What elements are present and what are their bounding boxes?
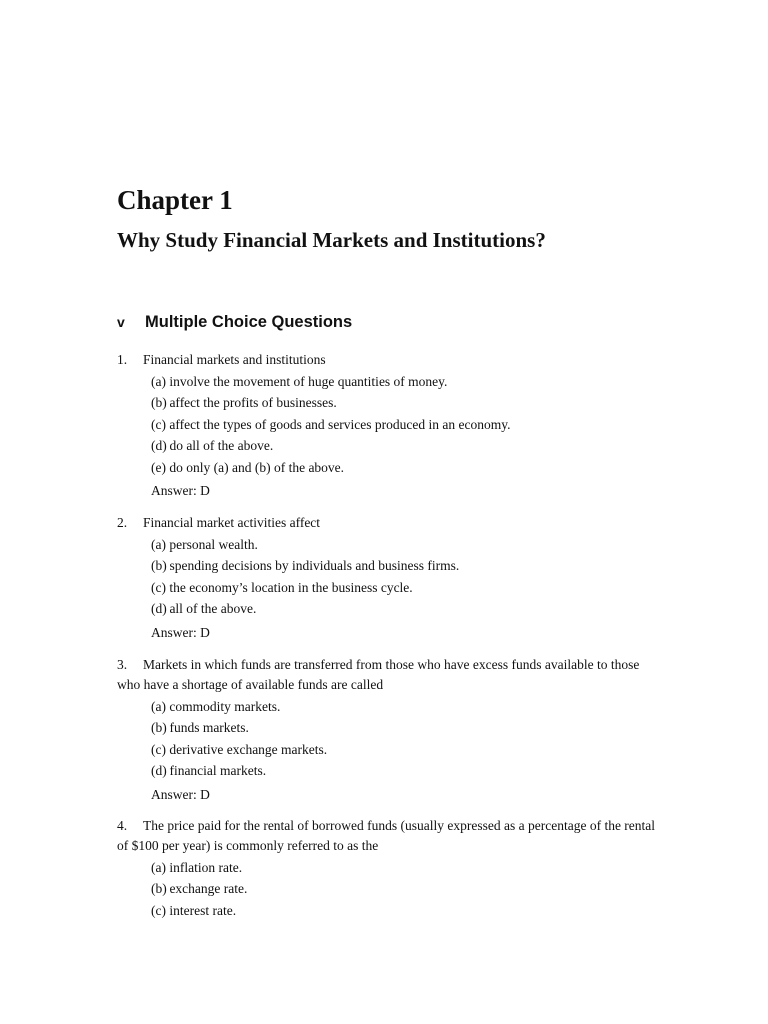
question-4 [117, 816, 657, 921]
option-d: (d) all of the above. [151, 601, 257, 617]
section-heading [117, 311, 352, 333]
section-heading-text: Multiple Choice Questions [145, 313, 353, 331]
option-b: (b) funds markets. [151, 720, 249, 736]
option-d: (d) financial markets. [151, 763, 267, 779]
question-text: The price paid for the rental of borrowed funds (usually expressed as a percentage of the rental of $100 per year) is commonly referred to as the [117, 818, 656, 853]
question-text: Financial market activities affect [143, 515, 321, 530]
question-3 [117, 655, 657, 805]
option-b: (b) exchange rate. [151, 881, 248, 897]
option-a: (a) involve the movement of huge quantities of money. [151, 374, 448, 389]
question-text: Markets in which funds are transferred from those who have excess funds available to those who have a shortage of available funds are called [117, 657, 640, 692]
option-list [117, 857, 657, 921]
question-stem [117, 350, 657, 370]
option-c: (c) the economy’s location in the business cycle. [151, 579, 413, 595]
option-list [117, 534, 657, 620]
option-d: (d) do all of the above. [151, 438, 274, 454]
option-list [117, 696, 657, 782]
option-e: (e) do only (a) and (b) of the above. [151, 459, 345, 475]
question-number: 4. [117, 818, 128, 833]
question-number: 2. [117, 515, 128, 530]
option-list [117, 371, 657, 478]
option-c: (c) derivative exchange markets. [151, 741, 328, 757]
question-1 [117, 350, 657, 501]
option-a: (a) personal wealth. [151, 537, 258, 552]
question-stem [117, 816, 657, 856]
question-number: 3. [117, 657, 128, 672]
answer: Answer: D [151, 786, 210, 802]
option-a: (a) commodity markets. [151, 699, 281, 714]
option-a: (a) inflation rate. [151, 860, 243, 875]
option-b: (b) spending decisions by individuals and business firms. [151, 558, 460, 574]
section-bullet: v [117, 314, 125, 330]
option-b: (b) affect the profits of businesses. [151, 395, 337, 411]
question-2 [117, 513, 657, 643]
answer: Answer: D [151, 483, 210, 499]
question-number: 1. [117, 352, 128, 367]
question-stem [117, 513, 657, 533]
chapter-title: Chapter 1 [117, 185, 233, 215]
chapter-subtitle: Why Study Financial Markets and Institutions? [117, 228, 546, 252]
option-c: (c) affect the types of goods and services produced in an economy. [151, 416, 511, 432]
question-stem [117, 655, 657, 695]
option-c: (c) interest rate. [151, 902, 237, 918]
question-text: Financial markets and institutions [143, 352, 326, 367]
answer: Answer: D [151, 624, 210, 640]
